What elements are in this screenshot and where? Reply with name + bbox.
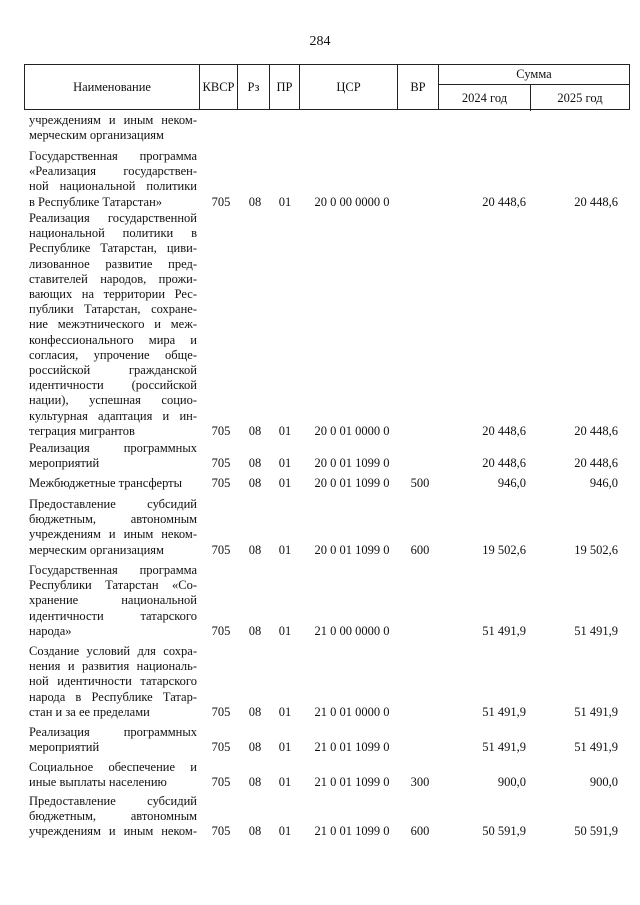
cell-rz: 08 (248, 740, 262, 755)
row-name (29, 113, 197, 143)
cell-s2024: 900,0 (497, 775, 526, 790)
row-name (29, 725, 197, 755)
cell-vr: 600 (410, 824, 430, 839)
table-row (0, 211, 640, 439)
cell-rz: 08 (248, 542, 262, 557)
table-row (0, 476, 640, 491)
row-name-line: лизованное развитие пред- (29, 256, 197, 271)
cell-kvsr: 705 (211, 824, 231, 839)
cell-s2025: 50 591,9 (574, 824, 618, 839)
row-name-line: Республике Татарстан, циви- (29, 241, 197, 256)
row-name-line: Республики Татарстан «Со- (29, 578, 197, 593)
header-year-2025: 2025 год (557, 90, 603, 105)
cell-s2024: 20 448,6 (482, 423, 526, 438)
cell-pr: 01 (278, 623, 292, 638)
cell-rz: 08 (248, 775, 262, 790)
header-year-2024: 2024 год (439, 85, 531, 111)
row-name-line: вающих на территории Рес- (29, 287, 197, 302)
table-row (0, 113, 640, 143)
row-name-line: Государственная программа (29, 149, 197, 163)
cell-kvsr: 705 (211, 456, 231, 471)
row-name (29, 497, 197, 558)
cell-s2024: 19 502,6 (482, 542, 526, 557)
cell-s2025: 900,0 (589, 775, 618, 790)
row-name-line: нации), успешная социо- (29, 393, 197, 408)
row-name (29, 563, 197, 639)
cell-vr: 500 (410, 475, 430, 490)
row-name-line: российской гражданской (29, 363, 197, 378)
row-name-line: «Реализация государствен- (29, 164, 197, 179)
cell-kvsr: 705 (211, 542, 231, 557)
cell-rz: 08 (248, 623, 262, 638)
row-name-line: конфессионального мира и (29, 332, 197, 347)
row-name-line: учреждениям и иным неком- (29, 113, 197, 127)
row-name-line: идентичности татарского (29, 608, 197, 623)
cell-rz: 08 (248, 456, 262, 471)
cell-rz: 08 (248, 194, 262, 209)
page-number: 284 (309, 34, 331, 49)
table-row (0, 497, 640, 558)
row-name-line: учреждениям и иным неком- (29, 527, 197, 542)
row-name-line: Реализация программных (29, 441, 197, 455)
cell-kvsr: 705 (211, 194, 231, 209)
table-row (0, 644, 640, 720)
cell-s2024: 20 448,6 (482, 456, 526, 471)
row-name-line: мерческим организациям (29, 542, 164, 557)
cell-rz: 08 (248, 475, 262, 490)
header-csr: ЦСР (300, 65, 398, 109)
row-name-line: нения и развития националь- (29, 659, 197, 674)
cell-csr: 21 0 01 1099 0 (314, 740, 390, 755)
cell-s2024: 946,0 (497, 475, 526, 490)
cell-csr: 20 0 01 1099 0 (314, 475, 390, 490)
cell-s2025: 20 448,6 (574, 194, 618, 209)
row-name-line: бюджетным, автономным (29, 512, 197, 527)
cell-csr: 20 0 01 1099 0 (314, 542, 390, 557)
row-name-line: ставителей народов, прожи- (29, 271, 197, 286)
cell-s2024: 50 591,9 (482, 824, 526, 839)
cell-rz: 08 (248, 704, 262, 719)
row-name-line: иные выплаты населению (29, 775, 167, 790)
row-name-line: национальной политики в (29, 226, 197, 241)
cell-s2025: 51 491,9 (574, 740, 618, 755)
row-name (29, 441, 197, 471)
row-name-line: Реализация государственной (29, 211, 197, 225)
table-row (0, 563, 640, 639)
row-name-line: Предоставление субсидий (29, 794, 197, 808)
cell-s2024: 51 491,9 (482, 704, 526, 719)
cell-s2025: 51 491,9 (574, 704, 618, 719)
row-name-line: теграция мигрантов (29, 423, 135, 438)
row-name-line: стан и за ее пределами (29, 704, 150, 719)
row-name-line: Реализация программных (29, 725, 197, 739)
table-row (0, 441, 640, 471)
cell-pr: 01 (278, 423, 292, 438)
cell-vr: 300 (410, 775, 430, 790)
cell-kvsr: 705 (211, 423, 231, 438)
row-name-line: мерческим организациям (29, 128, 164, 143)
row-name-line: ние межэтнического и меж- (29, 317, 197, 332)
cell-kvsr: 705 (211, 704, 231, 719)
cell-pr: 01 (278, 194, 292, 209)
header-kvsr: КВСР (200, 65, 238, 109)
table-row (0, 760, 640, 790)
cell-csr: 21 0 01 0000 0 (314, 704, 390, 719)
row-name (29, 760, 197, 790)
header-name: Наименование (25, 65, 200, 109)
row-name-line: бюджетным, автономным (29, 809, 197, 824)
cell-csr: 20 0 00 0000 0 (314, 194, 390, 209)
cell-csr: 21 0 01 1099 0 (314, 824, 390, 839)
row-name-line: хранение национальной (29, 593, 197, 608)
row-name-line: Государственная программа (29, 563, 197, 577)
header-pr: ПР (270, 65, 300, 109)
cell-pr: 01 (278, 775, 292, 790)
cell-pr: 01 (278, 740, 292, 755)
cell-kvsr: 705 (211, 623, 231, 638)
cell-kvsr: 705 (211, 775, 231, 790)
cell-s2024: 20 448,6 (482, 194, 526, 209)
cell-s2025: 51 491,9 (574, 623, 618, 638)
row-name-line: публики Татарстан, сохране- (29, 302, 197, 317)
cell-kvsr: 705 (211, 740, 231, 755)
table-row (0, 149, 640, 210)
cell-pr: 01 (278, 824, 292, 839)
cell-s2024: 51 491,9 (482, 740, 526, 755)
cell-pr: 01 (278, 704, 292, 719)
cell-csr: 20 0 01 1099 0 (314, 456, 390, 471)
row-name (29, 211, 197, 439)
cell-pr: 01 (278, 475, 292, 490)
cell-kvsr: 705 (211, 475, 231, 490)
cell-csr: 21 0 01 1099 0 (314, 775, 390, 790)
row-name-line: народа в Республике Татар- (29, 689, 197, 704)
row-name-line: Межбюджетные трансферты (29, 476, 183, 490)
row-name (29, 149, 197, 210)
cell-pr: 01 (278, 456, 292, 471)
header-rz: Рз (238, 65, 270, 109)
row-name-line: Предоставление субсидий (29, 497, 197, 511)
row-name-line: культурная адаптация и ин- (29, 408, 197, 423)
header-sum: Сумма (439, 65, 629, 85)
row-name (29, 644, 197, 720)
header-sum-group (439, 65, 629, 109)
row-name-line: согласия, упрочение обще- (29, 347, 197, 362)
cell-csr: 20 0 01 0000 0 (314, 423, 390, 438)
cell-s2024: 51 491,9 (482, 623, 526, 638)
header-vr: ВР (398, 65, 439, 109)
cell-pr: 01 (278, 542, 292, 557)
cell-s2025: 19 502,6 (574, 542, 618, 557)
row-name-line: в Республике Татарстан» (29, 194, 163, 209)
row-name-line: ной национальной политики (29, 179, 197, 194)
row-name-line: народа» (29, 623, 72, 638)
row-name-line: мероприятий (29, 740, 100, 755)
table-header (24, 64, 630, 110)
row-name-line: учреждениям и иным неком- (29, 824, 197, 839)
row-name-line: Создание условий для сохра- (29, 644, 197, 658)
cell-s2025: 946,0 (589, 475, 618, 490)
row-name-line: идентичности (российской (29, 378, 197, 393)
cell-csr: 21 0 00 0000 0 (314, 623, 390, 638)
row-name (29, 794, 197, 840)
cell-rz: 08 (248, 423, 262, 438)
row-name (29, 476, 197, 491)
row-name-line: ной идентичности татарского (29, 674, 197, 689)
cell-rz: 08 (248, 824, 262, 839)
row-name-line: Социальное обеспечение и (29, 760, 197, 774)
cell-s2025: 20 448,6 (574, 456, 618, 471)
cell-s2025: 20 448,6 (574, 423, 618, 438)
table-row (0, 794, 640, 840)
cell-vr: 600 (410, 542, 430, 557)
row-name-line: мероприятий (29, 456, 100, 471)
table-row (0, 725, 640, 755)
